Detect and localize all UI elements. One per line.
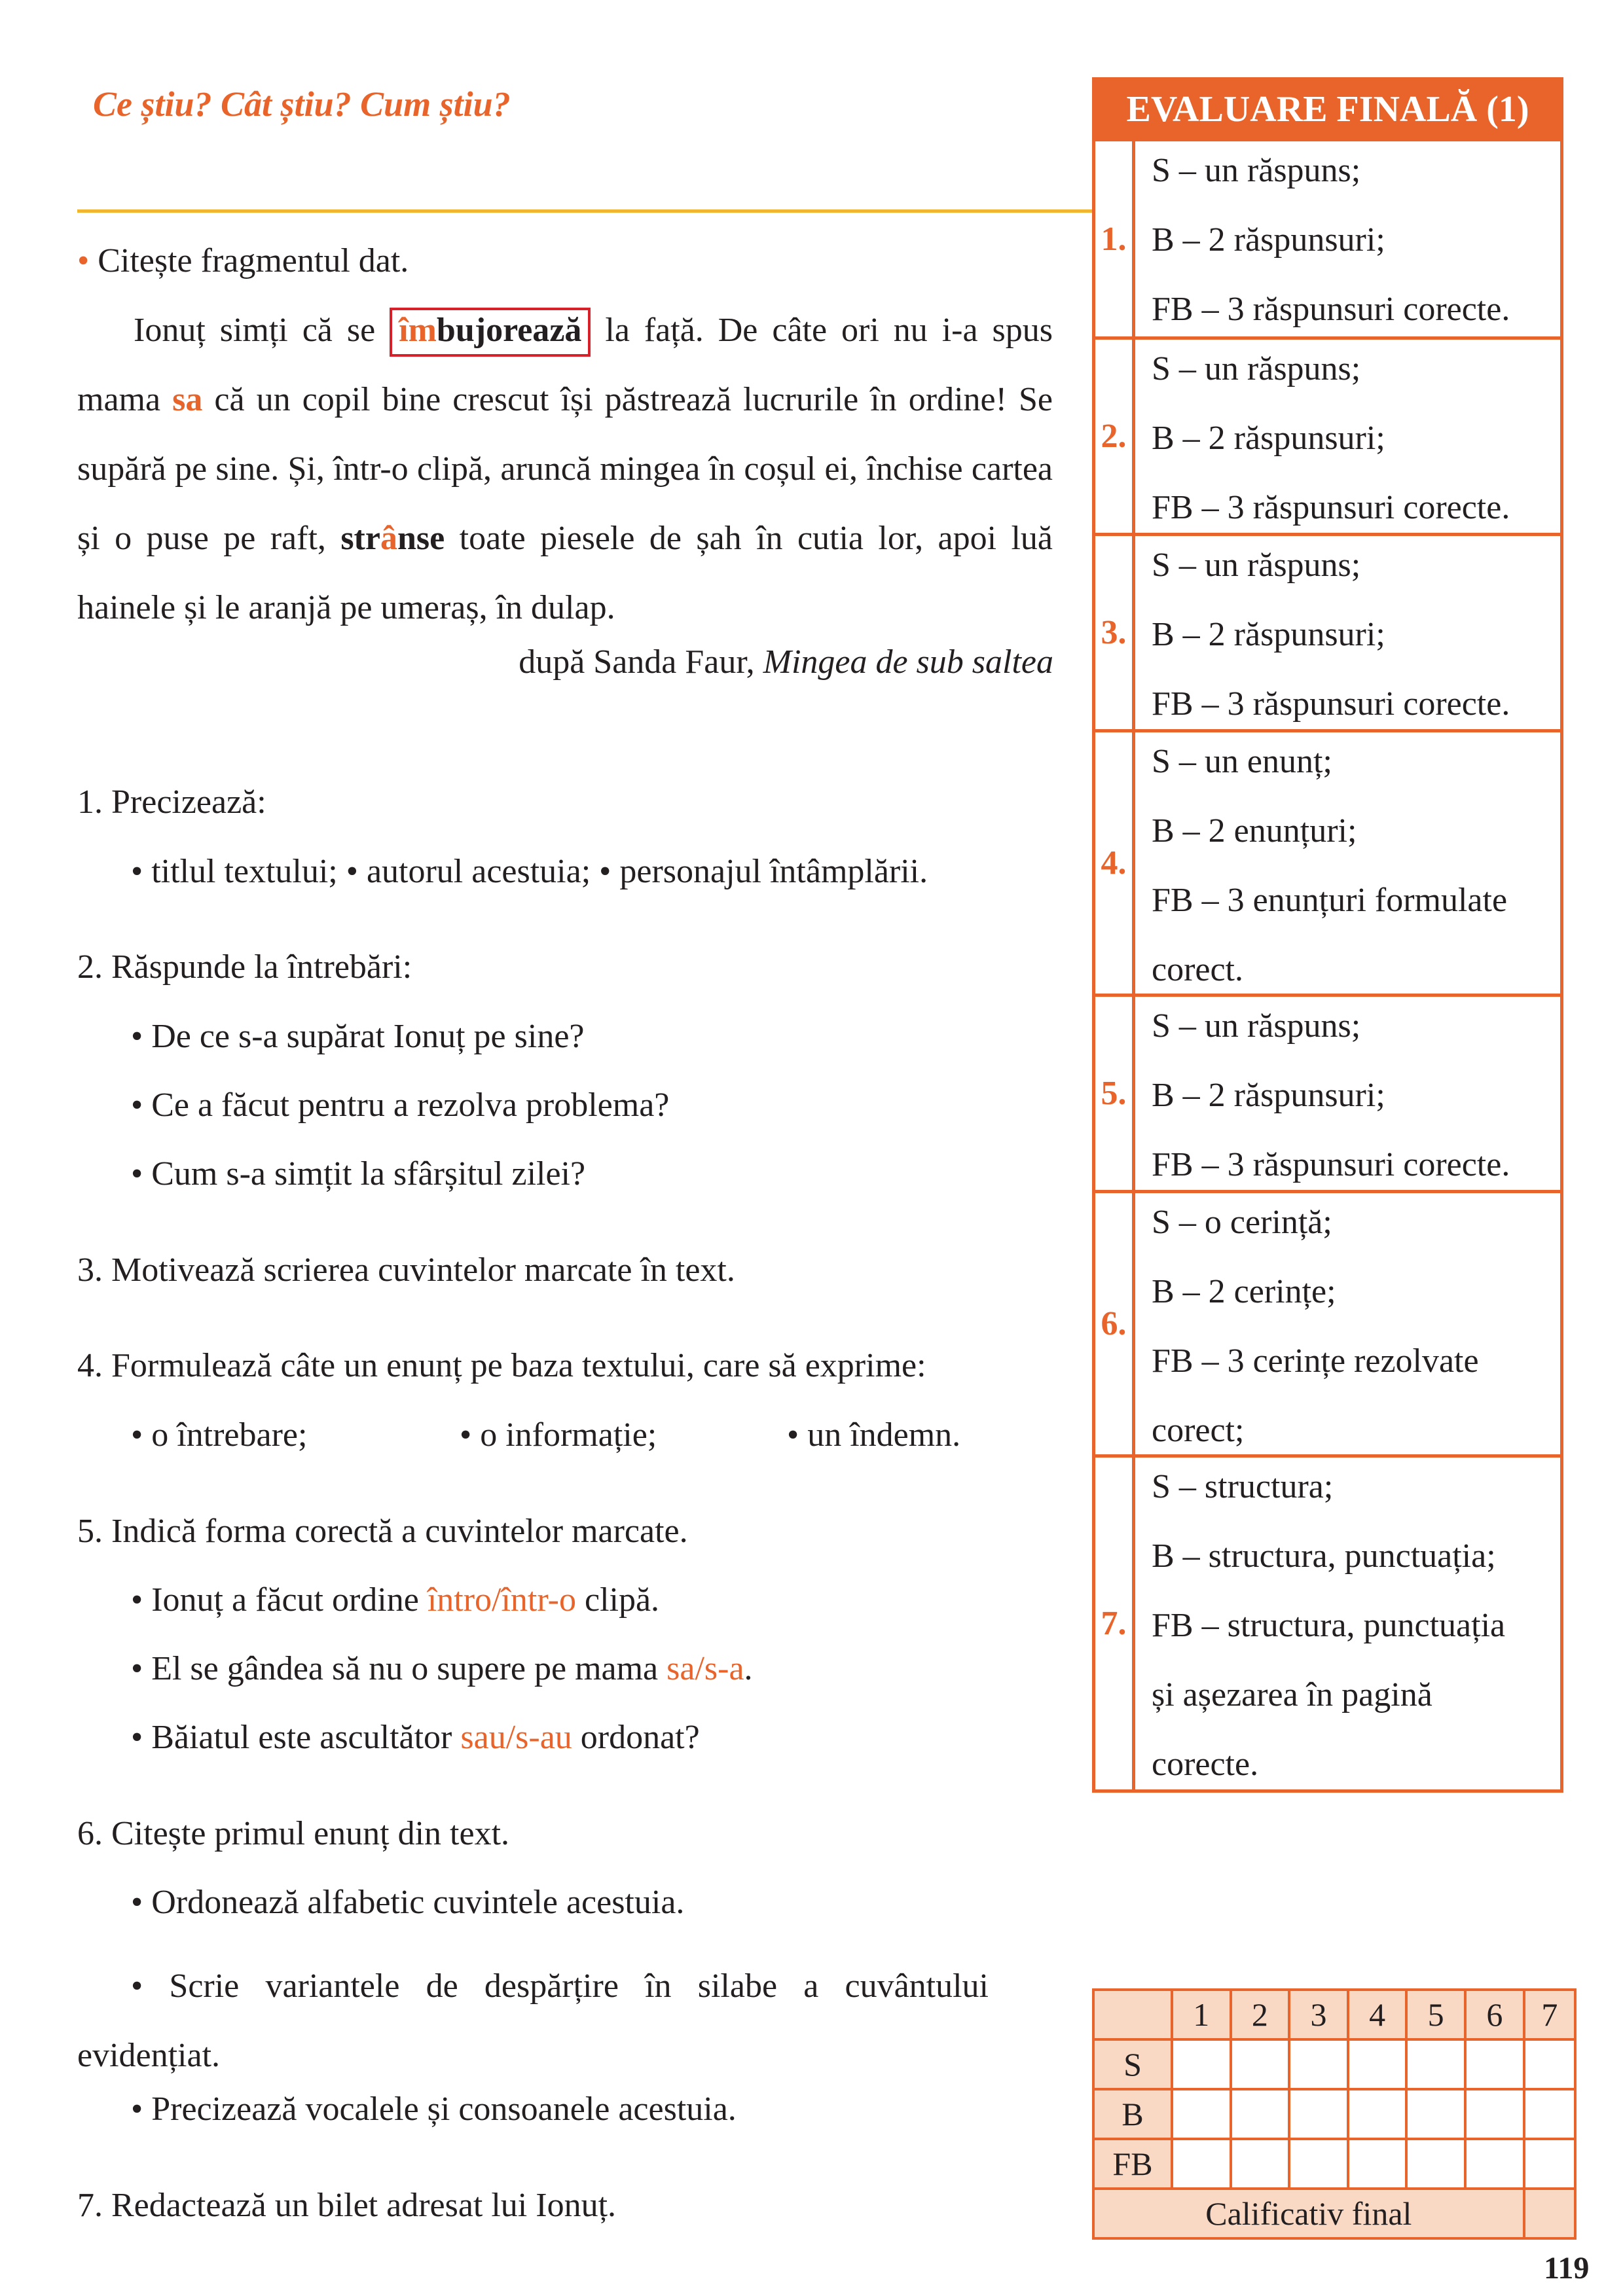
score-cell[interactable] (1524, 2089, 1575, 2139)
highlighted-word (390, 308, 591, 357)
score-header-row (1093, 1990, 1575, 2039)
criteria-line: S – un răspuns; (1152, 547, 1361, 584)
criteria-line: B – 2 răspunsuri; (1152, 420, 1385, 457)
final-label: Calificativ final (1093, 2189, 1524, 2238)
criteria-text (1152, 1452, 1505, 1799)
exercise-4: 4. Formulează câte un enunț pe baza textului, care să exprime: (77, 1347, 926, 1384)
score-cell[interactable] (1406, 2039, 1465, 2089)
item-text: • El se gândea să nu o supere pe mama (131, 1650, 667, 1687)
criteria-line: S – o cerință; (1152, 1204, 1332, 1241)
source-title: Mingea de sub saltea (763, 643, 1053, 681)
fragment-text: toate piesele de șah în cutia lor, apoi luă hainele și le aranjă pe umeraș, în dulap. (77, 520, 1053, 626)
marked-word-part: str (340, 520, 380, 557)
marked-words: întro/într-o (427, 1581, 576, 1619)
exercise-6-item: • Ordonează alfabetic cuvintele acestuia. (131, 1884, 685, 1921)
evaluation-panel (1092, 77, 1563, 1792)
score-cell[interactable] (1465, 2039, 1524, 2089)
criteria-number: 5. (1095, 997, 1135, 1190)
corner-cell (1093, 1990, 1172, 2039)
score-cell[interactable] (1465, 2139, 1524, 2189)
column-header: 7 (1524, 1990, 1575, 2039)
marked-word-sa: sa (172, 381, 203, 418)
criteria-line: FB – 3 enunțuri formulate (1152, 882, 1508, 919)
criteria-line: FB – structura, punctuația (1152, 1607, 1506, 1644)
criteria-line: B – 2 enunțuri; (1152, 812, 1357, 850)
criteria-line: FB – 3 răspunsuri corecte. (1152, 291, 1510, 328)
criteria-row (1095, 994, 1560, 1190)
score-cell[interactable] (1348, 2139, 1407, 2189)
criteria-line: B – 2 răspunsuri; (1152, 221, 1385, 259)
exercise-1: 1. Precizează: (77, 783, 266, 821)
criteria-line: corect; (1152, 1412, 1245, 1449)
criteria-line: B – 2 răspunsuri; (1152, 1077, 1385, 1114)
fragment-source (519, 643, 1053, 681)
criteria-row (1095, 533, 1560, 729)
exercise-6: 6. Citește primul enunț din text. (77, 1815, 510, 1852)
criteria-number: 7. (1095, 1458, 1135, 1789)
page-number: 119 (1544, 2251, 1590, 2286)
criteria-line: S – un enunț; (1152, 743, 1332, 780)
exercise-3: 3. Motivează scrierea cuvintelor marcate în text. (77, 1251, 735, 1289)
exercise-4-item: • o informație; (460, 1416, 657, 1454)
bullet-icon: • (77, 242, 90, 279)
header-divider (77, 209, 1092, 213)
marked-word-part: nse (397, 520, 445, 557)
score-cell[interactable] (1231, 2089, 1290, 2139)
score-cell[interactable] (1406, 2139, 1465, 2189)
exercise-2-question: • Cum s-a simțit la sfârșitul zilei? (131, 1155, 586, 1193)
criteria-number: 6. (1095, 1193, 1135, 1454)
criteria-line: S – un răspuns; (1152, 1007, 1361, 1045)
criteria-text (1152, 531, 1510, 739)
criteria-line: B – 2 răspunsuri; (1152, 616, 1385, 653)
criteria-text (1152, 1188, 1479, 1465)
score-cell[interactable] (1524, 2039, 1575, 2089)
criteria-text (1152, 334, 1510, 543)
score-cell[interactable] (1348, 2089, 1407, 2139)
criteria-row (1095, 729, 1560, 994)
criteria-row (1095, 336, 1560, 533)
column-header: 6 (1465, 1990, 1524, 2039)
exercise-2-question: • De ce s-a supărat Ionuț pe sine? (131, 1018, 585, 1055)
final-row (1093, 2189, 1575, 2238)
score-cell[interactable] (1231, 2139, 1290, 2189)
item-text: clipă. (575, 1581, 660, 1619)
score-cell[interactable] (1172, 2089, 1231, 2139)
score-cell[interactable] (1465, 2089, 1524, 2139)
exercise-6-item: • Scrie variantele de despărțire în silabe a cuvântului evidențiat. (77, 1967, 989, 2074)
score-row (1093, 2089, 1575, 2139)
column-header: 5 (1406, 1990, 1465, 2039)
item-text: • Băiatul este ascultător (131, 1719, 461, 1756)
syllable: bu (436, 312, 475, 349)
score-cell[interactable] (1172, 2139, 1231, 2189)
exercise-5-item (131, 1649, 753, 1688)
score-cell[interactable] (1289, 2139, 1348, 2189)
criteria-row (1095, 1190, 1560, 1454)
score-cell[interactable] (1348, 2039, 1407, 2089)
criteria-number: 3. (1095, 536, 1135, 729)
score-cell[interactable] (1406, 2089, 1465, 2139)
exercise-5-item (131, 1718, 700, 1757)
exercise-2: 2. Răspunde la întrebări: (77, 948, 412, 986)
criteria-text (1152, 992, 1510, 1200)
exercise-4-item: • un îndemn. (787, 1416, 961, 1454)
criteria-line: B – 2 cerințe; (1152, 1273, 1336, 1310)
marked-words: sa/s-a (666, 1650, 744, 1687)
item-text: ordonat? (572, 1719, 700, 1756)
score-cell[interactable] (1289, 2089, 1348, 2139)
criteria-number: 4. (1095, 732, 1135, 994)
criteria-line: S – structura; (1152, 1468, 1334, 1505)
reading-fragment (77, 296, 1053, 643)
item-text: • Ionuț a făcut ordine (131, 1581, 428, 1619)
evaluation-title: EVALUARE FINALĂ (1) (1092, 77, 1563, 141)
column-header: 4 (1348, 1990, 1407, 2039)
criteria-row (1095, 1454, 1560, 1789)
exercise-5: 5. Indică forma corectă a cuvintelor marcate. (77, 1513, 688, 1550)
row-header: B (1093, 2089, 1172, 2139)
score-cell[interactable] (1172, 2039, 1231, 2089)
instruction-text: Citește fragmentul dat. (98, 242, 409, 279)
criteria-row (1095, 141, 1560, 336)
final-cell[interactable] (1524, 2189, 1575, 2238)
exercise-6-item: • Precizează vocalele și consoanele acestuia. (131, 2090, 737, 2128)
criteria-number: 2. (1095, 340, 1135, 533)
fragment-text: că un copil bine crescut își păstrează lucrurile în ordine! Se supără pe sine. Și, într-o clipă, aruncă mingea în coșul ei, închise cartea și o puse pe raft, (77, 381, 1053, 557)
item-text: . (744, 1650, 753, 1687)
syllable: îm (399, 312, 437, 349)
criteria-line: S – un răspuns; (1152, 350, 1361, 387)
score-cell[interactable] (1524, 2139, 1575, 2189)
score-cell[interactable] (1289, 2039, 1348, 2089)
row-header: S (1093, 2039, 1172, 2089)
page-title: Ce știu? Cât știu? Cum știu? (93, 84, 511, 124)
evaluation-criteria (1092, 141, 1563, 1793)
exercise-1-items: • titlul textului; • autorul acestuia; • personajul întâmplării. (131, 853, 928, 890)
source-author: după Sanda Faur, (519, 643, 763, 681)
fragment-text: la față. De câte ori nu i-a spus mama (77, 312, 1053, 418)
criteria-number: 1. (1095, 141, 1135, 336)
exercise-7: 7. Redactează un bilet adresat lui Ionuț. (77, 2187, 617, 2224)
exercise-4-item: • o întrebare; (131, 1416, 308, 1454)
marked-words: sau/s-au (460, 1719, 572, 1756)
row-header: FB (1093, 2139, 1172, 2189)
syllable: ză (549, 312, 582, 349)
criteria-line: S – un răspuns; (1152, 152, 1361, 189)
marked-letter: â (380, 520, 397, 557)
column-header: 3 (1289, 1990, 1348, 2039)
criteria-line: corecte. (1152, 1746, 1259, 1783)
syllable: jo (474, 312, 503, 349)
criteria-line: și așezarea în pagină (1152, 1676, 1432, 1713)
column-header: 2 (1231, 1990, 1290, 2039)
score-row (1093, 2139, 1575, 2189)
criteria-line: FB – 3 răspunsuri corecte. (1152, 1146, 1510, 1183)
reading-instruction (77, 226, 409, 296)
fragment-text: Ionuț simți că se (134, 312, 390, 349)
score-cell[interactable] (1231, 2039, 1290, 2089)
column-header: 1 (1172, 1990, 1231, 2039)
criteria-text (1152, 136, 1510, 344)
criteria-line: FB – 3 cerințe rezolvate (1152, 1342, 1479, 1380)
criteria-line: FB – 3 răspunsuri corecte. (1152, 489, 1510, 526)
exercise-5-item (131, 1581, 659, 1619)
criteria-line: FB – 3 răspunsuri corecte. (1152, 685, 1510, 723)
criteria-line: B – structura, punctuația; (1152, 1537, 1496, 1575)
criteria-line: corect. (1152, 951, 1244, 988)
criteria-text (1152, 727, 1507, 1005)
score-row (1093, 2039, 1575, 2089)
score-grid (1092, 1988, 1577, 2240)
exercise-2-question: • Ce a făcut pentru a rezolva problema? (131, 1086, 670, 1124)
syllable: rea (503, 312, 550, 349)
